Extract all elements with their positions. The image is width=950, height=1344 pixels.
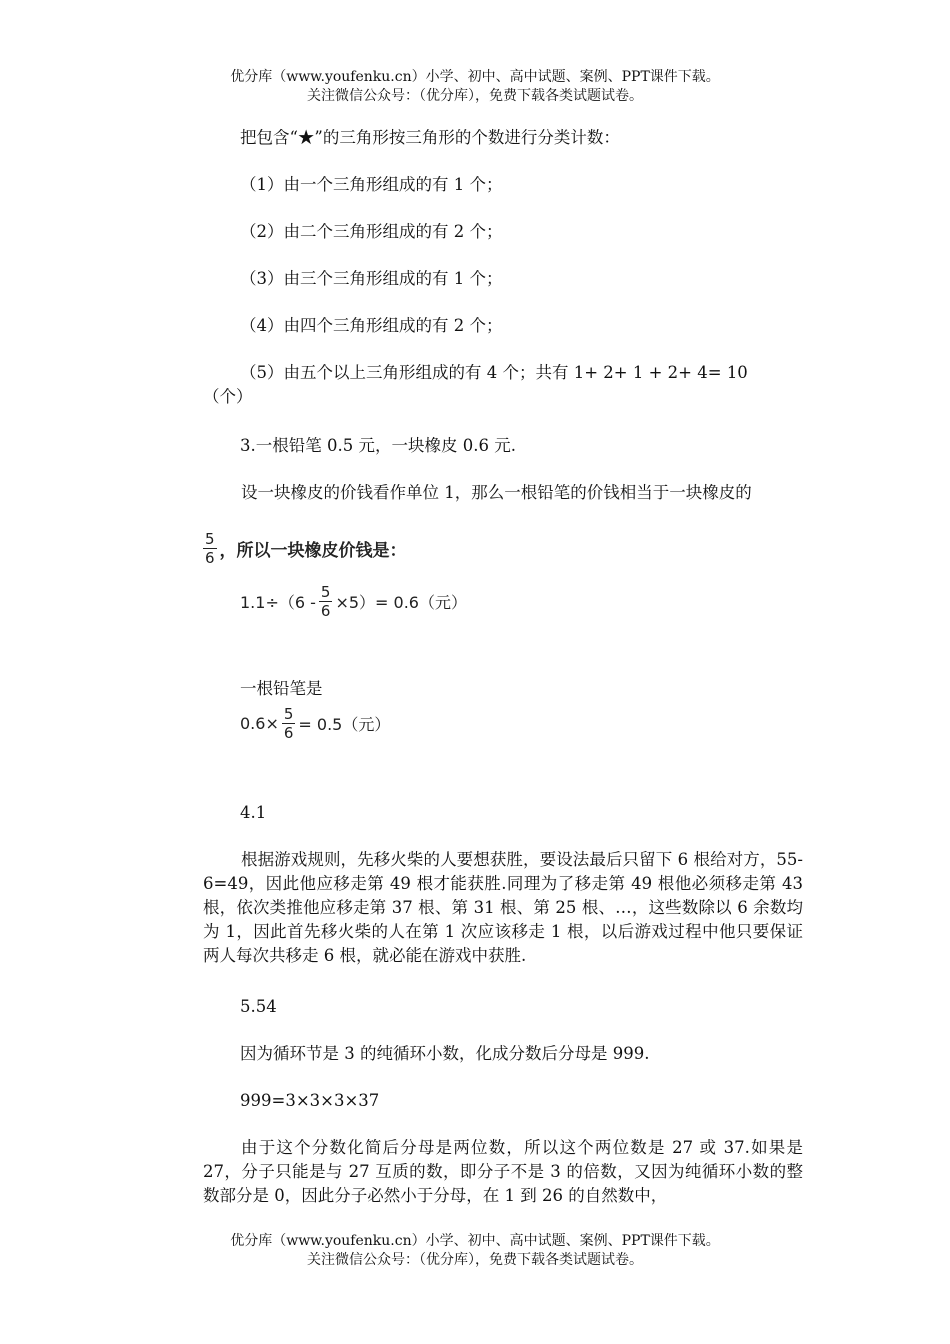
fraction-denominator: 6	[205, 549, 215, 567]
page-header	[0, 68, 950, 106]
header-line-2: 关注微信公众号：（优分库），免费下载各类试题试卷。	[307, 88, 643, 104]
q5-line-2: 999=3×3×3×37	[240, 1091, 380, 1110]
fraction-numerator: 5	[205, 530, 215, 548]
eq1-fraction	[319, 583, 333, 620]
q2-item-4: （4）由四个三角形组成的有 2 个；	[240, 316, 503, 335]
q3-setup: 设一块橡皮的价钱看作单位 1，那么一根铅笔的价钱相当于一块橡皮的	[241, 483, 752, 502]
q5-line-1: 因为循环节是 3 的纯循环小数，化成分数后分母是 999.	[240, 1044, 650, 1063]
q4-answer: 4.1	[240, 803, 267, 822]
q2-item-5: （5）由五个以上三角形组成的有 4 个；共有 1+ 2+ 1 + 2+ 4= 10	[240, 363, 748, 382]
q4-explanation: 根据游戏规则，先移火柴的人要想获胜，要设法最后只留下 6 根给对方，55-6=49，因此他应移走第 49 根才能获胜.同理为了移走第 49 根他必须移走第 43 根，依次类推他应移走第 37 根、第 31 根、第 25 根、…，这些数除以 6 余数均为 1，因此首先移火柴的人在第 1 次应该移走 1 根，以后游戏过程中他只要保证两人每次共移走 6 根，就必能在游戏中获胜.	[203, 850, 803, 965]
q2-item-5-continued: （个）	[203, 387, 253, 406]
eq1-numerator: 5	[320, 583, 331, 601]
eq2-denominator: 6	[283, 724, 294, 742]
eq1-right: ×5）= 0.6（元）	[335, 593, 467, 612]
eq2-numerator: 5	[283, 705, 294, 723]
q3-equation-1	[240, 583, 467, 620]
q2-intro: 把包含“★”的三角形按三角形的个数进行分类计数：	[240, 128, 620, 147]
eq1-denominator: 6	[320, 602, 331, 620]
header-line-1: 优分库（www.youfenku.cn）小学、初中、高中试题、案例、PPT课件下载。	[230, 69, 720, 85]
q2-item-2: （2）由二个三角形组成的有 2 个；	[240, 222, 503, 241]
q3-equation-2	[240, 705, 390, 742]
q3-fraction-line	[200, 530, 407, 567]
eq2-left: 0.6×	[240, 714, 279, 733]
footer-line-2: 关注微信公众号：（优分库），免费下载各类试题试卷。	[307, 1252, 643, 1268]
fraction-5-6	[203, 530, 217, 567]
q2-item-1: （1）由一个三角形组成的有 1 个；	[240, 175, 503, 194]
q5-answer: 5.54	[240, 997, 277, 1016]
q3-pencil-label: 一根铅笔是	[240, 679, 323, 698]
eq2-right: = 0.5（元）	[298, 715, 391, 734]
page-footer	[0, 1232, 950, 1270]
q2-item-3: （3）由三个三角形组成的有 1 个；	[240, 269, 503, 288]
footer-line-1: 优分库（www.youfenku.cn）小学、初中、高中试题、案例、PPT课件下载。	[230, 1233, 720, 1249]
eq2-fraction	[282, 705, 296, 742]
eq1-left: 1.1÷（6 -	[240, 593, 316, 612]
q5-explanation: 由于这个分数化简后分母是两位数，所以这个两位数是 27 或 37.如果是 27，分子只能是与 27 互质的数，即分子不是 3 的倍数，又因为纯循环小数的整数部分是 0，因此分子必然小于分母，在 1 到 26 的自然数中，	[203, 1138, 803, 1205]
q3-answer: 3.一根铅笔 0.5 元，一块橡皮 0.6 元.	[240, 436, 516, 455]
fraction-text: ，所以一块橡皮价钱是：	[219, 541, 407, 561]
